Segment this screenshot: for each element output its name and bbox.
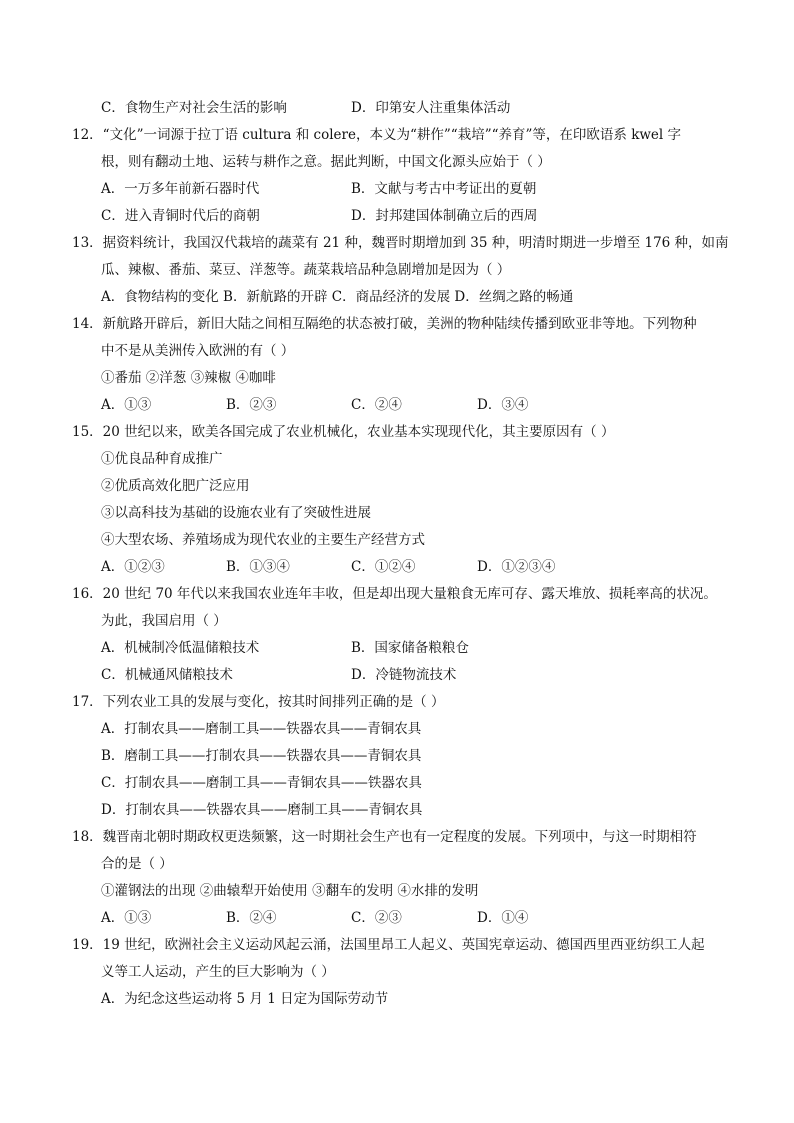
q16-option-b: B．国家储备粮粮仓 <box>351 640 469 656</box>
q12-option-b: B．文献与考古中考证出的夏朝 <box>351 181 537 197</box>
q16-option-c: C．机械通风储粮技术 <box>101 667 233 683</box>
q18-items: ①灌钢法的出现 ②曲辕犁开始使用 ③翻车的发明 ④水排的发明 <box>101 883 479 899</box>
q15-option-c: C．①②④ <box>351 559 416 575</box>
q13-options: A．食物结构的变化 B．新航路的开辟 C．商品经济的发展 D．丝绸之路的畅通 <box>101 289 574 305</box>
q15-item-4: ④大型农场、养殖场成为现代农业的主要生产经营方式 <box>101 532 425 548</box>
q13-stem-line2: 瓜、辣椒、番茄、菜豆、洋葱等。蔬菜栽培品种急剧增加是因为（ ） <box>101 262 511 278</box>
q14-option-d: D．③④ <box>477 397 529 413</box>
q12-option-c: C．进入青铜时代后的商朝 <box>101 208 260 224</box>
q17-stem-line1: 17．下列农业工具的发展与变化，按其时间排列正确的是（ ） <box>72 694 445 710</box>
q16-option-d: D．冷链物流技术 <box>351 667 457 683</box>
q16-option-a: A．机械制冷低温储粮技术 <box>101 640 260 656</box>
q15-option-a: A．①②③ <box>101 559 165 575</box>
q14-stem-line1: 14．新航路开辟后，新旧大陆之间相互隔绝的状态被打破，美洲的物种陆续传播到欧亚非等地。下列物种 <box>72 316 697 332</box>
q14-option-b: B．②③ <box>226 397 277 413</box>
q19-option-a: A．为纪念这些运动将 5 月 1 日定为国际劳动节 <box>101 991 389 1007</box>
q14-option-a: A．①③ <box>101 397 152 413</box>
q15-item-2: ②优质高效化肥广泛应用 <box>101 478 250 494</box>
q15-item-3: ③以高科技为基础的设施农业有了突破性进展 <box>101 505 371 521</box>
q16-stem-line2: 为此，我国启用（ ） <box>101 613 227 629</box>
q18-option-b: B．②④ <box>226 910 277 926</box>
q17-option-c: C．打制农具——磨制工具——青铜农具——铁器农具 <box>101 775 422 791</box>
q12-stem-line2: 根，则有翻动土地、运转与耕作之意。据此判断，中国文化源头应始于（ ） <box>101 154 551 170</box>
q18-option-c: C．②③ <box>351 910 402 926</box>
q12-stem-line1: 12．“文化”一词源于拉丁语 cultura 和 colere，本义为“耕作”“栽培”“养育”等，在印欧语系 kwel 字 <box>72 127 682 143</box>
q15-stem-line1: 15．20 世纪以来，欧美各国完成了农业机械化，农业基本实现现代化，其主要原因有（ ） <box>72 424 615 440</box>
q12-option-d: D．封邦建国体制确立后的西周 <box>351 208 538 224</box>
q15-item-1: ①优良品种育成推广 <box>101 451 223 467</box>
q11-option-d: D．印第安人注重集体活动 <box>351 100 511 116</box>
q17-option-d: D．打制农具——铁器农具——磨制工具——青铜农具 <box>101 802 423 818</box>
q11-option-c: C．食物生产对社会生活的影响 <box>101 100 287 116</box>
q19-stem-line1: 19．19 世纪，欧洲社会主义运动风起云涌，法国里昂工人起义、英国宪章运动、德国西里西亚纺织工人起 <box>72 937 705 953</box>
q13-stem-line1: 13．据资料统计，我国汉代栽培的蔬菜有 21 种，魏晋时期增加到 35 种，明清时期进一步增至 176 种，如南 <box>72 235 729 251</box>
q17-option-a: A．打制农具——磨制工具——铁器农具——青铜农具 <box>101 721 422 737</box>
q15-option-b: B．①③④ <box>226 559 290 575</box>
q14-items: ①番茄 ②洋葱 ③辣椒 ④咖啡 <box>101 370 276 386</box>
q16-stem-line1: 16．20 世纪 70 年代以来我国农业连年丰收，但是却出现大量粮食无库可存、露天堆放、损耗率高的状况。 <box>72 586 717 602</box>
q17-option-b: B．磨制工具——打制农具——铁器农具——青铜农具 <box>101 748 422 764</box>
q18-stem-line1: 18．魏晋南北朝时期政权更迭频繁，这一时期社会生产也有一定程度的发展。下列项中，与这一时期相符 <box>72 829 697 845</box>
q18-option-a: A．①③ <box>101 910 152 926</box>
q18-option-d: D．①④ <box>477 910 529 926</box>
q14-stem-line2: 中不是从美洲传入欧洲的有（ ） <box>101 343 295 359</box>
q15-option-d: D．①②③④ <box>477 559 556 575</box>
q18-stem-line2: 合的是（ ） <box>101 856 173 872</box>
q12-option-a: A．一万多年前新石器时代 <box>101 181 260 197</box>
q14-option-c: C．②④ <box>351 397 402 413</box>
q19-stem-line2: 义等工人运动，产生的巨大影响为（ ） <box>101 964 335 980</box>
